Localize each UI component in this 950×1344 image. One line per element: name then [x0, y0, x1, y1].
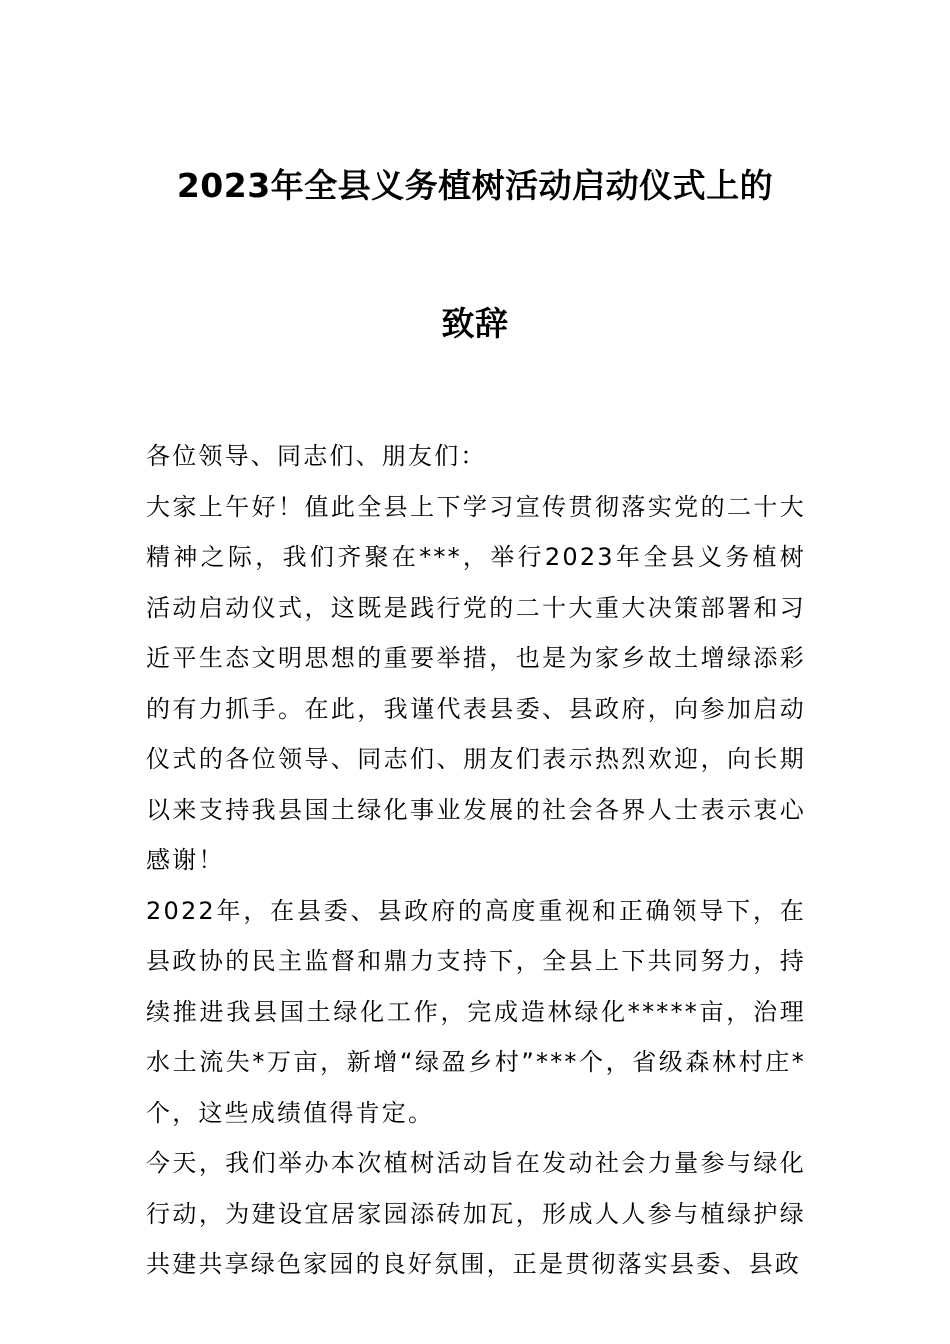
document-title-line-2: 致辞	[441, 304, 509, 343]
document-title-line-1: 2023年全县义务植树活动启动仪式上的	[176, 166, 774, 205]
achievements-paragraph: 2022年，在县委、县政府的高度重视和正确领导下，在县政协的民主监督和鼎力支持下，全县上下共同努力，持续推进我县国土绿化工作，完成造林绿化*****亩，治理水土流失*万亩，新增“绿盈乡村”***个，省级森林村庄*个，这些成绩值得肯定。	[146, 896, 806, 1127]
opening-paragraph: 大家上午好！值此全县上下学习宣传贯彻落实党的二十大精神之际，我们齐聚在***，举行2023年全县义务植树活动启动仪式，这既是践行党的二十大重大决策部署和习近平生态文明思想的重要举措，也是为家乡故土增绿添彩的有力抓手。在此，我谨代表县委、县政府，向参加启动仪式的各位领导、同志们、朋友们表示热烈欢迎，向长期以来支持我县国土绿化事业发展的社会各界人士表示衷心感谢！	[146, 492, 806, 874]
purpose-paragraph: 今天，我们举办本次植树活动旨在发动社会力量参与绿化行动，为建设宜居家园添砖加瓦，形成人人参与植绿护绿共建共享绿色家园的良好氛围，正是贯彻落实县委、县政	[146, 1149, 806, 1278]
document-body	[146, 431, 806, 1290]
salutation-paragraph: 各位领导、同志们、朋友们：	[146, 442, 487, 470]
